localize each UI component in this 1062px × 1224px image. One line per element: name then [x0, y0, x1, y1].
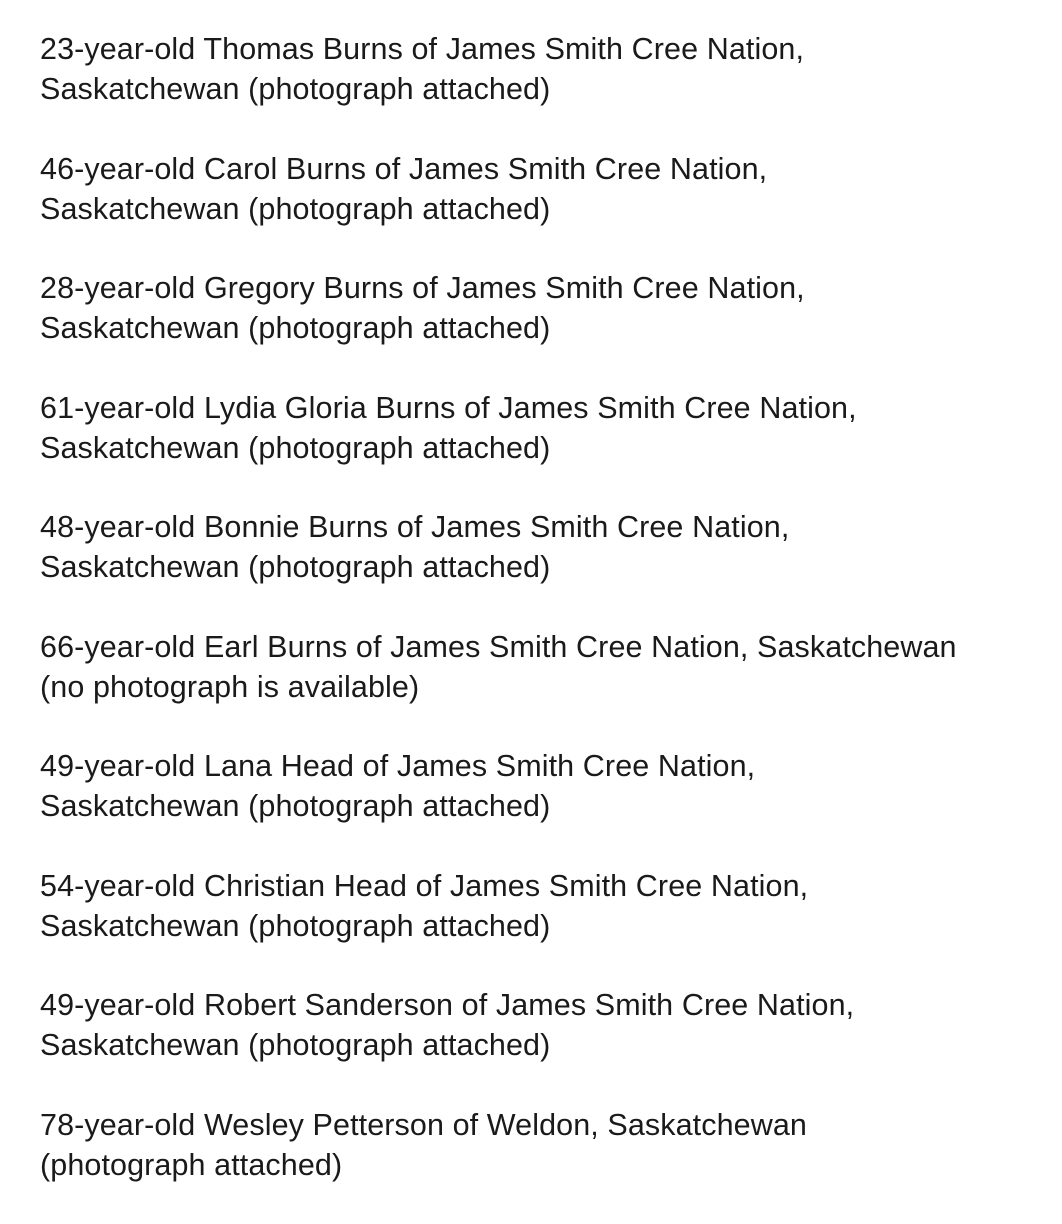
entry-line: (photograph attached) — [40, 1147, 343, 1182]
entry-line: 46-year-old Carol Burns of James Smith Cree Nation, — [40, 151, 768, 186]
entry-line: 54-year-old Christian Head of James Smith Cree Nation, — [40, 868, 809, 903]
entry-line: 48-year-old Bonnie Burns of James Smith Cree Nation, — [40, 510, 790, 544]
entry-line: Saskatchewan (photograph attached) — [40, 191, 551, 226]
entry-line: Saskatchewan (photograph attached) — [40, 789, 551, 823]
list-item — [40, 388, 1055, 468]
entry-line: 66-year-old Earl Burns of James Smith Cree Nation, Saskatchewan — [40, 629, 957, 664]
entry-line: Saskatchewan (photograph attached) — [40, 311, 551, 345]
list-item — [40, 268, 1055, 348]
list-item — [40, 627, 1055, 707]
list-item — [40, 1105, 1055, 1185]
entry-line: Saskatchewan (photograph attached) — [40, 550, 551, 584]
entry-line: 28-year-old Gregory Burns of James Smith Cree Nation, — [40, 271, 805, 305]
document-body — [40, 0, 1055, 1224]
list-item — [40, 507, 1055, 587]
entry-line: (no photograph is available) — [40, 669, 420, 704]
list-item — [40, 29, 1055, 109]
entry-line: Saskatchewan (photograph attached) — [40, 908, 551, 943]
entry-line: Saskatchewan (photograph attached) — [40, 72, 551, 106]
entry-line: 49-year-old Lana Head of James Smith Cree Nation, — [40, 749, 756, 783]
list-item — [40, 149, 1055, 229]
entry-line: 61-year-old Lydia Gloria Burns of James Smith Cree Nation, — [40, 390, 857, 425]
list-item — [40, 746, 1055, 826]
list-item — [40, 985, 1055, 1065]
entry-line: Saskatchewan (photograph attached) — [40, 1028, 551, 1062]
list-item — [40, 866, 1055, 946]
entry-line: 23-year-old Thomas Burns of James Smith Cree Nation, — [40, 32, 805, 66]
entry-line: 78-year-old Wesley Petterson of Weldon, Saskatchewan — [40, 1107, 807, 1142]
entry-line: 49-year-old Robert Sanderson of James Smith Cree Nation, — [40, 988, 855, 1022]
entry-line: Saskatchewan (photograph attached) — [40, 430, 551, 465]
